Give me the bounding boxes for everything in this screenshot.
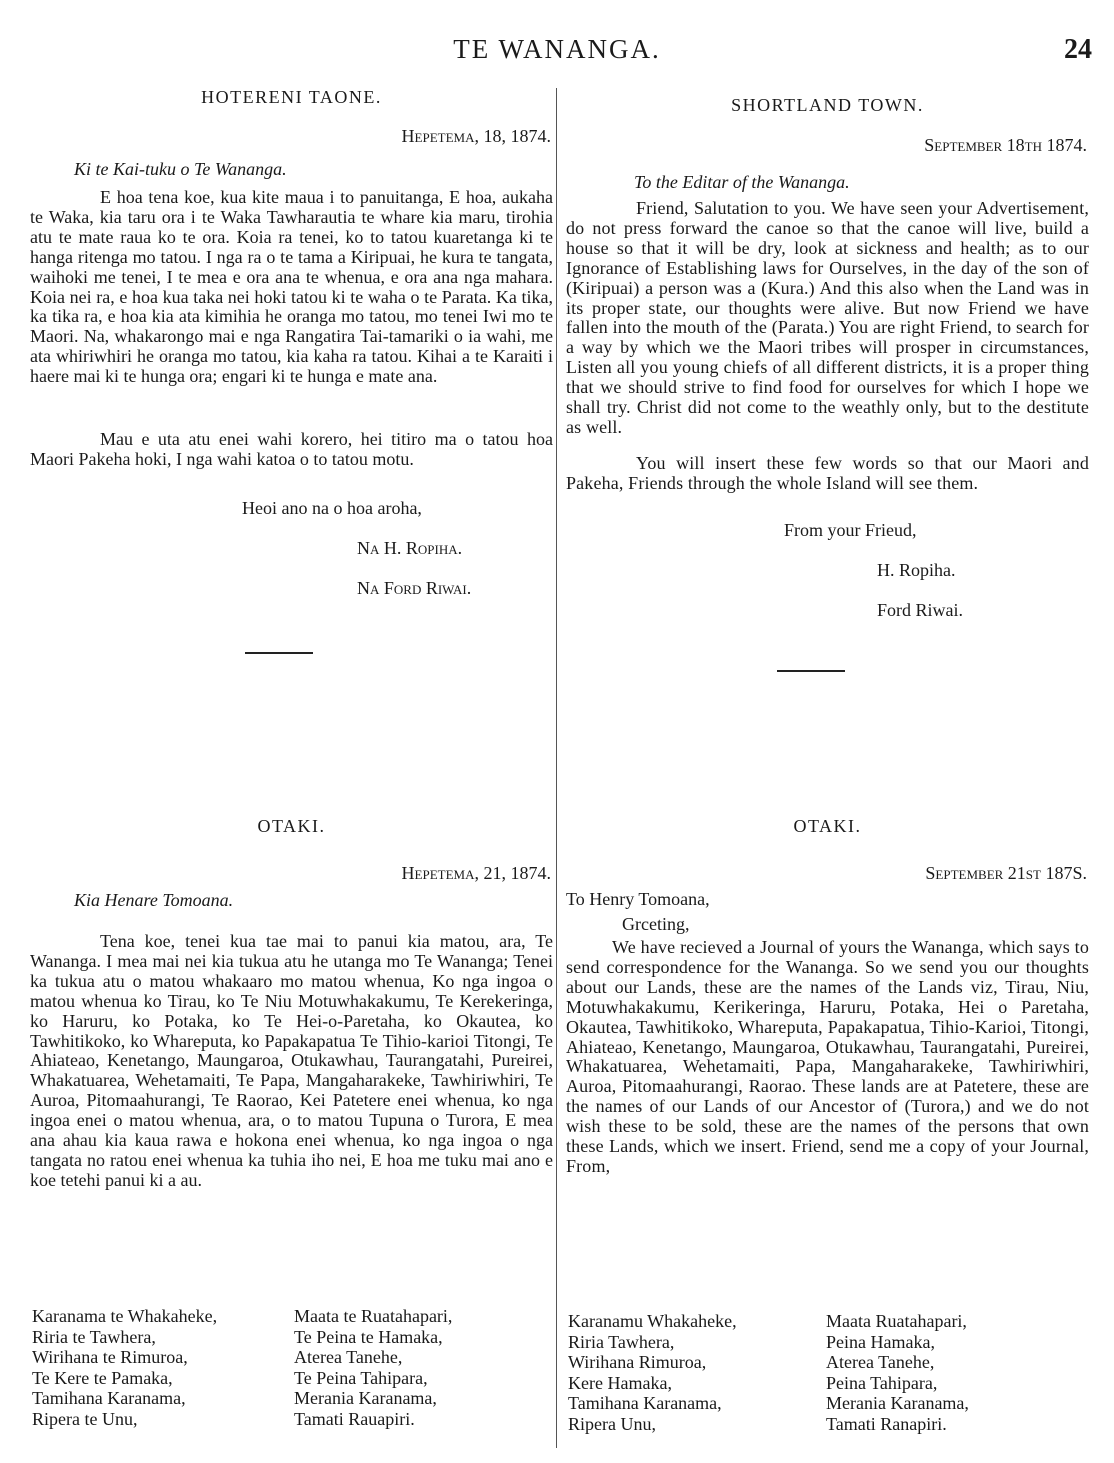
owner-name: Tamati Ranapiri. xyxy=(826,1413,947,1434)
column-divider xyxy=(556,88,557,1448)
dateline: September 21st 187S. xyxy=(925,863,1087,883)
signature: Ford Riwai. xyxy=(877,599,964,620)
letter-greeting: Grceting, xyxy=(622,914,690,934)
section-heading: SHORTLAND TOWN. xyxy=(731,95,924,115)
owner-name: Te Peina te Hamaka, xyxy=(294,1326,443,1347)
letter-address: Kia Henare Tomoana. xyxy=(74,890,234,910)
letter-address: To Henry Tomoana, xyxy=(566,889,710,909)
owner-name: Maata te Ruatahapari, xyxy=(294,1306,453,1326)
owner-name: Aterea Tanehe, xyxy=(826,1352,935,1372)
letter-paragraph: E hoa tena koe, kua kite maua i to panuitanga, E hoa, aukaha te Waka, kia taru ora i te Waka Tawharautia te whare kia maru, tirohia atu te mate rauа ko te ora. Koia ra tenei, ko to tatou kuaretanga ki te hanga ritenga mo tatou. I nga ra o te tama a Kiripuai, he kura te tangata, waihoki me tenei, I te mea e ora ana te whenua, e ora ana nga mahara. Koia nei ra, e hoa kua taka nei hoki tatou ki te waha o te Parata. Ka tika, ka tika ra, e hoa kia ata kimihia he oranga mo tatou, mo tenei Iwi mo te Maori. Na, whakarongo mai e nga Rangatira Tai-tamariki o ia wahi, me ata whiriwhiri he oranga mo tatou, kia kaha ra tatou. Kihai a te Karaiti i haere mai ki te hunga ora; engari ki te hunga e mate ana. xyxy=(30,187,553,387)
signature: Na H. Ropiha. xyxy=(357,537,463,558)
letter-paragraph: Friend, Salutation to you. We have seen your Advertisement, do not press forward the canoe so that the canoe will live, build a house so that it will be dry, look at sickness and health; as to our Ignorance of Establishing laws for Ourselves, in the day of the son of (Kiripuai) a person was a (Kura.) And this also when the Land was in its proper state, our thoughts were alive. But now Friend we have fallen into the mouth of the (Parata.) You are right Friend, to search for a way by which we the Maori tribes will prosper in circumstances, Listen all you young chiefs of all different districts, it is a proper thing that we should strive to find food for ourselves for which I hope we shall try. Christ did not come to the weathly only, but to the destitute as well. xyxy=(566,198,1089,437)
letter-otaki-english xyxy=(566,813,1089,1177)
owner-name: Tamati Rauapiri. xyxy=(294,1408,415,1429)
owner-name: Maata Ruatahapari, xyxy=(826,1311,967,1331)
letter-address: Ki te Kai-tuku o Te Wananga. xyxy=(74,159,287,179)
owner-name: Kere Hamaka, xyxy=(568,1372,672,1393)
letter-closing: Heoi ano na o hoa aroha, xyxy=(242,497,422,518)
section-rule xyxy=(245,652,313,654)
owner-name: Merania Karanama, xyxy=(826,1393,969,1413)
letter-paragraph: Tena koe, tenei kua tae mai to panui kia matou, ara, Te Wananga. I mea mai nei kia tukua atu he utanga mo Te Wananga; Tenei ka tukua atu o matou whakaaro mo matou whenua, Ko nga ingoa o matou whenua ko Tirau, ko Te Niu Motuwhakakumu, Te Kerekeringa, ko Haruru, ko Potaka, ko Te Hei-o-Paretaha, ko Okautea, ko Tawhitikoko, ko Whareputa, ko Papakapatua Te Tihio-karioi Titongi, Te Ahiateao, Kenetango, Maungaroa, Otukawhau, Taurangatahi, Pureirei, Whakatuarea, Wehetamaiti, Te Papa, Mangaharakeke, Tawhiriwhiri, Te Auroa, Pitomaahurangi, Te Raorao, Kei Patetere enei whenua, ko nga ingoa enei o matou whenua, ara, o to matou Tupuna o Turora, E mea ana ahau kia kaua rawa e hokona enei whenua, ko nga ingoa o nga tangata no ratou enei whenua ka tuhia iho nei, E hoa me tuku mai ano e koe tetehi panui ki a au. xyxy=(30,931,553,1190)
section-heading: OTAKI. xyxy=(257,816,326,836)
owner-name: Te Peina Tahipara, xyxy=(294,1367,428,1388)
owner-name: Ripera te Unu, xyxy=(32,1408,138,1429)
masthead xyxy=(0,34,1114,74)
owner-name: Merania Karanama, xyxy=(294,1388,437,1408)
owner-name: Riria te Tawhera, xyxy=(32,1326,156,1347)
letter-address: To the Editar of the Wananga. xyxy=(634,172,850,192)
owner-name: Peina Tahipara, xyxy=(826,1372,938,1393)
letter-paragraph: You will insert these few words so that our Maori and Pakeha, Friends through the whole Island will see them. xyxy=(566,452,1089,493)
section-heading: HOTERENI TAONE. xyxy=(201,87,382,107)
owners-column xyxy=(568,1311,828,1434)
owner-name: Peina Hamaka, xyxy=(826,1331,935,1352)
dateline: September 18th 1874. xyxy=(924,135,1087,155)
letter-shortland-town xyxy=(566,92,1089,672)
owner-name: Riria Tawhera, xyxy=(568,1331,675,1352)
dateline: Hepetema, 18, 1874. xyxy=(401,126,551,146)
letter-hotereni-taone xyxy=(30,84,553,654)
masthead-title: TE WANANGA. xyxy=(453,34,661,64)
owner-name: Te Kere te Pamaka, xyxy=(32,1367,173,1388)
letter-paragraph: Mau e uta atu enei wahi korero, hei titiro ma o tatou hoa Maori Pakeha hoki, I nga wahi katoa o to tatou motu. xyxy=(30,429,553,469)
owner-name: Wirihana Rimuroa, xyxy=(568,1352,707,1372)
owner-name: Tamihana Karanama, xyxy=(568,1393,722,1413)
owners-column xyxy=(294,1306,554,1429)
owner-name: Wirihana te Rimuroa, xyxy=(32,1347,188,1367)
owner-name: Karanama te Whakaheke, xyxy=(32,1306,218,1326)
owner-name: Aterea Tanehe, xyxy=(294,1347,403,1367)
letter-paragraph: We have recieved a Journal of yours the Wananga, which says to send correspondence for the Wananga. So we send you our thoughts about our Lands, these are the names of the Lands viz, Tirau, Niu, Motuwhakakumu, Kerikeringa, Haruru, Potaka, Hei o Paretaha, Okautea, Tawhitikoko, Whareputa, Papakapatua, Tihio-Karioi, Titongi, Ahiateao, Kenetango, Maungaroa, Otukawhau, Taurangatahi, Pureirei, Whakatuarea, Wehetamaiti, Papa, Mangaharakeke, Tawhiriwhiri, Auroa, Pitomaahurangi, Raorao. These lands are at Patetere, these are the names of our Lands of our Ancestor of (Turora,) and we do not wish these to be sold, these are the names of the persons that own these Lands, which we insert. Friend, send me a copy of your Journal, From, xyxy=(566,937,1089,1176)
owner-name: Karanamu Whakaheke, xyxy=(568,1311,737,1331)
letter-otaki xyxy=(30,813,553,1191)
section-heading: OTAKI. xyxy=(793,816,862,836)
owners-column xyxy=(826,1311,1086,1434)
owners-column xyxy=(32,1306,292,1429)
letter-closing: From your Frieud, xyxy=(784,519,917,540)
page-number: 24 xyxy=(1064,34,1092,65)
signature: Na Ford Riwai. xyxy=(357,577,472,598)
owner-name: Tamihana Karanama, xyxy=(32,1388,186,1408)
dateline: Hepetema, 21, 1874. xyxy=(401,863,551,883)
owner-name: Ripera Unu, xyxy=(568,1413,656,1434)
section-rule xyxy=(777,670,845,672)
signature: H. Ropiha. xyxy=(877,559,956,580)
